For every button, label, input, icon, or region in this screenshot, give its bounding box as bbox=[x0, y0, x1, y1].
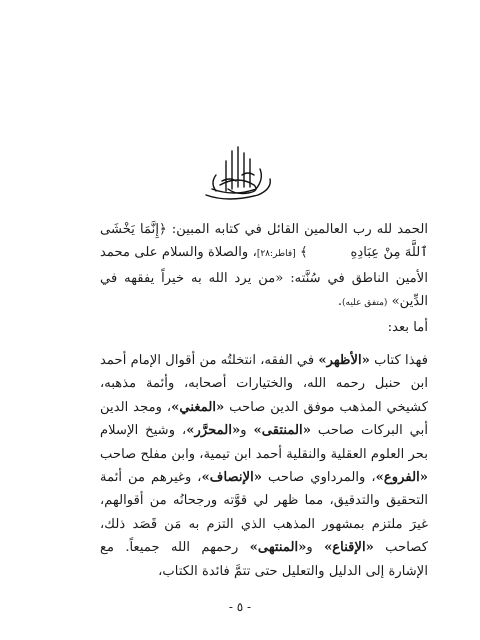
book-title-almughni: «المغني» bbox=[171, 399, 225, 415]
book-title-aliqna: «الإقناع» bbox=[324, 540, 374, 556]
book-title-alfuru: «الفروع» bbox=[375, 470, 428, 486]
hadith-end: . bbox=[337, 294, 343, 310]
book-title-almuntaqa: «المنتقى» bbox=[253, 423, 311, 439]
hadith-citation: (متفق عليه) bbox=[342, 298, 388, 309]
main-text-2: في الفقه، انتخلتُه من أقوال الإمام أحمد ابن حنبل رحمه الله، والختيارات أصحابه، وأئمة مذهبه، كشيخي المذهب موفق الدين صاحب bbox=[100, 353, 428, 415]
main-text-5: ، وشيخ الإسلام بحر العلوم العقلية والنقلية أحمد ابن تيمية، وابن مفلح صاحب bbox=[100, 423, 428, 462]
page-number: - ٥ - bbox=[228, 600, 252, 614]
main-text-7: ، وغيرهم من أئمة التحقيق والتدقيق، مما ظهر لي قوَّته ورجحانُه من أقوالهم، غيرَ ملتزم بمشهور المذهب الذي التزم به مَن قَصَد ذلك، كصاحب bbox=[100, 470, 429, 556]
book-title-almuntaha: «المنتهى» bbox=[249, 540, 307, 556]
book-title-alinsaf: «الإنصاف» bbox=[201, 470, 262, 486]
intro-paragraph bbox=[100, 218, 428, 316]
amma-baad: أما بعد: bbox=[387, 319, 428, 335]
intro-text: الحمد لله رب العالمين القائل في كتابه المبين: bbox=[166, 222, 428, 237]
hadith-text: الناطق في سُنَّته: «من يرد الله به خيراً يفقهه في الدِّين» bbox=[100, 270, 428, 310]
main-paragraph bbox=[100, 349, 428, 583]
book-title-almuharrar: «المحرَّر» bbox=[186, 423, 241, 439]
verse-close: ﴾ bbox=[295, 245, 308, 261]
main-text-8: و bbox=[306, 540, 325, 556]
main-text-3: ، ومجد الدين أبي البركات صاحب bbox=[100, 399, 429, 439]
basmala-calligraphy-ornament bbox=[198, 145, 278, 205]
main-text-4: و bbox=[240, 423, 254, 439]
intro-text-2: ، والصلاة والسلام على محمد الأمين bbox=[100, 245, 428, 286]
quran-verse: ﴿إِنَّمَا يَخْشَى ٱللَّهَ مِنْ عِبَادِهِ bbox=[100, 222, 428, 261]
book-title-alazhar: «الأظهر» bbox=[318, 353, 370, 369]
main-text-1: فهذا كتاب bbox=[369, 353, 429, 369]
main-text-6: ، والمرداوي صاحب bbox=[262, 470, 376, 486]
verse-citation: [فاطر:٢٨] bbox=[256, 249, 296, 260]
main-text-9: رحمهم الله جميعاً. مع الإشارة إلى الدليل والتعليل حتى تتمَّ فائدة الكتاب، bbox=[100, 540, 428, 579]
body-text bbox=[100, 218, 428, 583]
